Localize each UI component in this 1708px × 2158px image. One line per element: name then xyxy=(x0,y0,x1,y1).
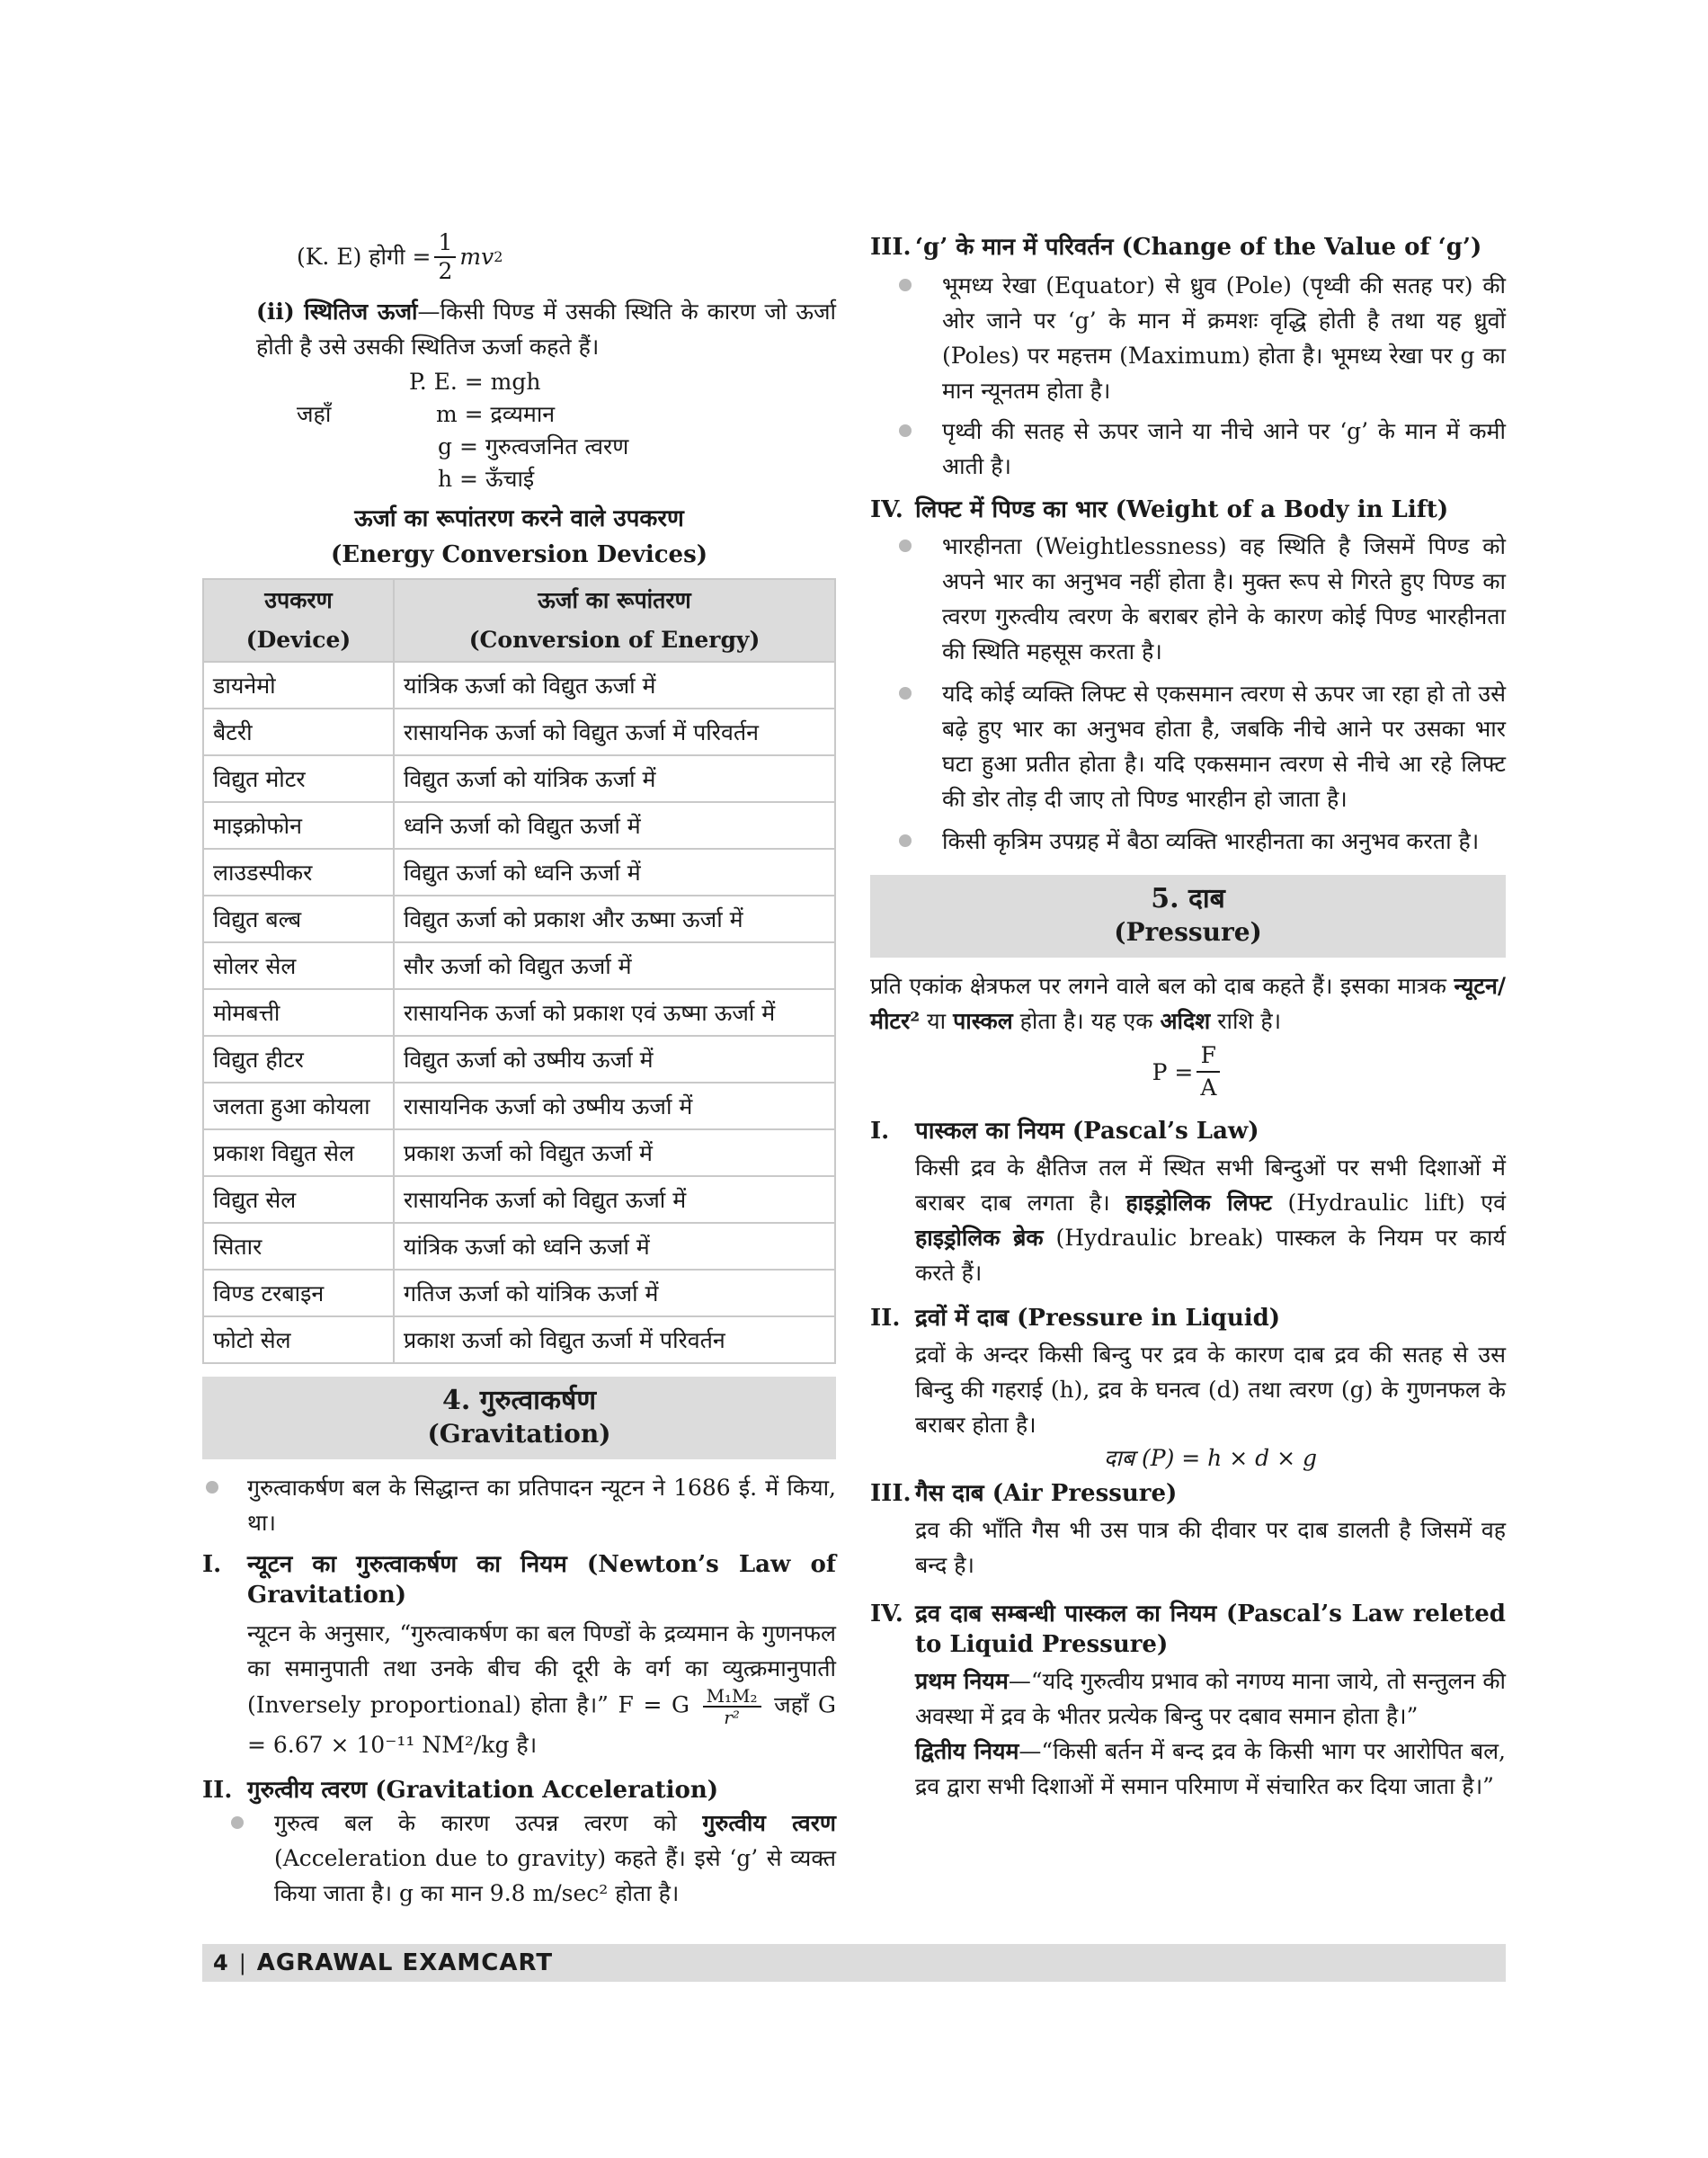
device-cell: विद्युत हीटर xyxy=(203,1036,394,1083)
pascal-text-b: (Hydraulic lift) एवं xyxy=(1287,1190,1507,1216)
device-cell: डायनेमो xyxy=(203,662,394,709)
pascal-law-title: पास्कल का नियम (Pascal’s Law) xyxy=(915,1118,1259,1145)
table-title xyxy=(202,501,836,573)
lift-bullet-3 xyxy=(870,824,1506,859)
gas-pressure-heading xyxy=(870,1478,1506,1509)
conversion-cell: विद्युत ऊर्जा को यांत्रिक ऊर्जा में xyxy=(394,755,835,802)
device-cell: बैटरी xyxy=(203,709,394,755)
th-device-hi: उपकरण xyxy=(264,587,333,613)
newton-law-numeral: I. xyxy=(202,1551,222,1578)
grav-accel-bullet xyxy=(202,1806,836,1911)
gravitation-heading-box xyxy=(202,1377,836,1459)
device-cell: मोमबत्ती xyxy=(203,989,394,1036)
table-row xyxy=(203,896,835,942)
th-device xyxy=(203,579,394,662)
pascal-law-heading xyxy=(870,1116,1506,1146)
conversion-cell: रासायनिक ऊर्जा को विद्युत ऊर्जा में परिवर्तन xyxy=(394,709,835,755)
gas-pressure-text: द्रव की भाँति गैस भी उस पात्र की दीवार पर दाब डालती है जिसमें वह बन्द है। xyxy=(915,1517,1506,1578)
table-row xyxy=(203,755,835,802)
lift-bullet-1-text: भारहीनता (Weightlessness) वह स्थिति है जिसमें पिण्ड को अपने भार का अनुभव नहीं होता है। मुक्त रूप से गिरते हुए पिण्ड का त्वरण गुरुत्वीय त्वरण के बराबर होने के कारण कोई पिण्ड भारहीनता की स्थिति महसूस करता है। xyxy=(942,533,1506,664)
g-change-heading xyxy=(870,232,1506,263)
g-change-bullet-1 xyxy=(870,268,1506,408)
pressure-frac-num: F xyxy=(1196,1040,1220,1073)
table-row xyxy=(203,1223,835,1270)
bullet-dot xyxy=(899,540,912,552)
bullet-dot xyxy=(899,279,912,291)
pressure-title: 5. दाब xyxy=(1151,883,1225,914)
lift-bullet-2 xyxy=(870,676,1506,816)
newton-law-text-b: जहाँ G = 6.67 × 10⁻¹¹ NM²/kg है। xyxy=(247,1691,837,1758)
conversion-cell: रासायनिक ऊर्जा को विद्युत ऊर्जा में xyxy=(394,1176,835,1223)
pressure-fraction xyxy=(1196,1040,1220,1103)
table-row xyxy=(203,942,835,989)
newton-law-text xyxy=(247,1616,836,1762)
newton-law-heading xyxy=(202,1549,836,1610)
liquid-pressure-numeral: II. xyxy=(870,1305,901,1332)
pascal-law-text xyxy=(915,1150,1506,1290)
newton-law-title: न्यूटन का गुरुत्वाकर्षण का नियम (Newton’s Law of Gravitation) xyxy=(247,1551,836,1609)
grav-accel-heading xyxy=(202,1775,836,1806)
pascal-bold-2: हाइड्रोलिक ब्रेक xyxy=(915,1225,1044,1251)
conversion-cell: प्रकाश ऊर्जा को विद्युत ऊर्जा में परिवर्तन xyxy=(394,1316,835,1363)
bullet-dot xyxy=(899,424,912,437)
lift-weight-title: लिफ्ट में पिण्ड का भार (Weight of a Body in Lift) xyxy=(915,496,1449,523)
table-title-hi: ऊर्जा का रूपांतरण करने वाले उपकरण xyxy=(354,505,684,532)
pe-paragraph xyxy=(256,294,836,364)
var-g: g = गुरुत्वजनित त्वरण xyxy=(438,433,629,459)
second-law-body: —“किसी बर्तन में बन्द द्रव के किसी भाग पर आरोपित बल, द्रव द्वारा सभी दिशाओं में समान परिमाण में संचारित कर दिया जाता है।” xyxy=(915,1738,1506,1799)
first-law-body: —“यदि गुरुत्वीय प्रभाव को नगण्य माना जाये, तो सन्तुलन की अवस्था में द्रव के भीतर प्रत्येक बिन्दु पर दबाव समान होता है।” xyxy=(915,1668,1507,1729)
pressure-frac-den: A xyxy=(1200,1075,1217,1101)
device-cell: लाउडस्पीकर xyxy=(203,849,394,896)
bullet-dot xyxy=(206,1481,218,1494)
pressure-text-c: होता है। यह एक xyxy=(1019,1008,1153,1034)
pressure-formula-lhs: P = xyxy=(1152,1058,1194,1085)
pascal-bold-1: हाइड्रोलिक लिफ्ट xyxy=(1125,1190,1272,1216)
pressure-text-b: या xyxy=(927,1008,947,1034)
gravitation-bullet-text: गुरुत्वाकर्षण बल के सिद्धान्त का प्रतिपादन न्यूटन ने 1686 ई. में किया, था। xyxy=(247,1475,836,1536)
pascal-liquid-heading xyxy=(870,1599,1506,1660)
g-change-numeral: III. xyxy=(870,234,912,261)
table-row xyxy=(203,989,835,1036)
gas-pressure-title: गैस दाब (Air Pressure) xyxy=(915,1480,1178,1507)
lift-bullet-2-text: यदि कोई व्यक्ति लिफ्ट से एकसमान त्वरण से ऊपर जा रहा हो तो उसे बढ़े हुए भार का अनुभव होता है, जबकि नीचे आने पर उसका भार घटा हुआ प्रतीत होता है। यदि एकसमान त्वरण से नीचे आ रहे लिफ्ट की डोर तोड़ दी जाए तो पिण्ड भारहीन हो जाता है। xyxy=(942,681,1506,812)
liquid-pressure-formula: दाब (P) = h × d × g xyxy=(1104,1445,1317,1471)
bullet-dot xyxy=(231,1816,244,1829)
ke-num: 1 xyxy=(434,229,456,258)
grav-accel-text-a: गुरुत्व बल के कारण उत्पन्न त्वरण को xyxy=(274,1810,677,1836)
newton-frac-den: r² xyxy=(724,1707,740,1728)
pascal-law-numeral: I. xyxy=(870,1118,890,1145)
where-row xyxy=(202,398,836,431)
table-row xyxy=(203,1036,835,1083)
table-row xyxy=(203,1083,835,1129)
pressure-unit-1: न्यूटन/मीटर² xyxy=(870,973,1506,1034)
conversion-cell: सौर ऊर्जा को विद्युत ऊर्जा में xyxy=(394,942,835,989)
device-cell: माइक्रोफोन xyxy=(203,802,394,849)
pe-text: —किसी पिण्ड में उसकी स्थिति के कारण जो ऊर्जा होती है उसे उसकी स्थितिज ऊर्जा कहते हैं। xyxy=(256,299,836,360)
pascal-liquid-numeral: IV. xyxy=(870,1601,903,1627)
device-cell: प्रकाश विद्युत सेल xyxy=(203,1129,394,1176)
gravitation-subtitle: (Gravitation) xyxy=(427,1419,611,1449)
table-header-row xyxy=(203,579,835,662)
g-change-bullet-2-text: पृथ्वी की सतह से ऊपर जाने या नीचे आने पर ‘g’ के मान में कमी आती है। xyxy=(942,418,1506,479)
table-row xyxy=(203,709,835,755)
pressure-heading-box xyxy=(870,875,1506,958)
pressure-subtitle: (Pressure) xyxy=(1114,917,1262,947)
table-title-en: (Energy Conversion Devices) xyxy=(330,541,708,568)
lift-weight-numeral: IV. xyxy=(870,496,903,523)
conversion-cell: ध्वनि ऊर्जा को विद्युत ऊर्जा में xyxy=(394,802,835,849)
liquid-pressure-text: द्रवों के अन्दर किसी बिन्दु पर द्रव के कारण दाब द्रव की सतह से उस बिन्दु की गहराई (h), द्रव के घनत्व (d) तथा त्वरण (g) के गुणनफल के बराबर होता है। xyxy=(915,1342,1506,1438)
conversion-cell: गतिज ऊर्जा को यांत्रिक ऊर्जा में xyxy=(394,1270,835,1316)
left-column xyxy=(202,229,836,1911)
th-conv-en: (Conversion of Energy) xyxy=(468,627,761,653)
table-row xyxy=(203,849,835,896)
right-column xyxy=(870,232,1506,1804)
liquid-pressure-heading xyxy=(870,1303,1506,1333)
g-change-title: ‘g’ के मान में परिवर्तन (Change of the Value of ‘g’) xyxy=(915,234,1482,261)
pressure-unit-2: पास्कल xyxy=(953,1008,1013,1034)
second-law-label: द्वितीय नियम xyxy=(915,1738,1019,1764)
grav-accel-numeral: II. xyxy=(202,1777,233,1804)
conversion-cell: रासायनिक ऊर्जा को प्रकाश एवं ऊष्मा ऊर्जा में xyxy=(394,989,835,1036)
table-row xyxy=(203,1129,835,1176)
th-conversion xyxy=(394,579,835,662)
ke-den: 2 xyxy=(438,258,453,284)
pascal-text-a: किसी द्रव के क्षैतिज तल में स्थित सभी बिन्दुओं पर सभी दिशाओं में बराबर दाब लगता है। xyxy=(915,1155,1506,1216)
pe-formula-block xyxy=(202,366,836,495)
brand-logo: AGRAWAL EXAMCART xyxy=(256,1949,554,1976)
pressure-scalar: अदिश xyxy=(1160,1008,1211,1034)
lift-bullet-3-text: किसी कृत्रिम उपग्रह में बैठा व्यक्ति भारहीनता का अनुभव करता है। xyxy=(942,828,1480,854)
device-cell: सितार xyxy=(203,1223,394,1270)
page-footer xyxy=(202,1944,1506,1982)
second-law-text xyxy=(915,1734,1506,1804)
pressure-formula xyxy=(870,1040,1506,1103)
energy-conversion-table xyxy=(202,578,836,1364)
device-cell: फोटो सेल xyxy=(203,1316,394,1363)
grav-accel-text-b: (Acceleration due to gravity) कहते हैं। इसे ‘g’ से व्यक्त किया जाता है। g का मान 9.8 m/sec² होता है। xyxy=(274,1845,836,1906)
conversion-cell: विद्युत ऊर्जा को उष्मीय ऊर्जा में xyxy=(394,1036,835,1083)
page-number: 4 xyxy=(213,1950,228,1975)
pascal-liquid-title: द्रव दाब सम्बन्धी पास्कल का नियम (Pascal’s Law releted to Liquid Pressure) xyxy=(915,1601,1506,1658)
table-row xyxy=(203,1176,835,1223)
lift-bullet-1 xyxy=(870,529,1506,669)
var-m: m = द्रव्यमान xyxy=(436,401,556,427)
ke-label: (K. E) होगी = xyxy=(297,244,431,270)
th-conv-hi: ऊर्जा का रूपांतरण xyxy=(538,587,691,613)
liquid-pressure-title: द्रवों में दाब (Pressure in Liquid) xyxy=(915,1305,1281,1332)
table-row xyxy=(203,662,835,709)
grav-accel-title: गुरुत्वीय त्वरण (Gravitation Acceleration) xyxy=(247,1777,719,1804)
pascal-text-c: (Hydraulic break) पास्कल के नियम पर कार्य करते हैं। xyxy=(915,1225,1506,1286)
first-law-label: प्रथम नियम xyxy=(915,1668,1009,1694)
gravitation-bullet xyxy=(202,1470,836,1540)
newton-frac-num: M₁M₂ xyxy=(703,1686,761,1708)
conversion-cell: यांत्रिक ऊर्जा को ध्वनि ऊर्जा में xyxy=(394,1223,835,1270)
th-device-en: (Device) xyxy=(245,627,351,653)
device-cell: विद्युत मोटर xyxy=(203,755,394,802)
ke-fraction xyxy=(434,229,456,285)
newton-law-text-a: न्यूटन के अनुसार, “गुरुत्वाकर्षण का बल पिण्डों के द्रव्यमान के गुणनफल का समानुपाती तथा उनके बीच की दूरी के वर्ग का व्युत्क्रमानुपाती (Inversely proportional) होता है।” F = G xyxy=(247,1620,836,1718)
ke-formula xyxy=(297,229,836,285)
table-row xyxy=(203,1270,835,1316)
gas-pressure-numeral: III. xyxy=(870,1480,912,1507)
pe-formula: P. E. = mgh xyxy=(409,369,541,395)
pressure-definition xyxy=(870,968,1506,1039)
lift-weight-heading xyxy=(870,495,1506,525)
pressure-text-d: राशि है। xyxy=(1217,1008,1282,1034)
device-cell: विद्युत बल्ब xyxy=(203,896,394,942)
g-change-bullet-2 xyxy=(870,414,1506,484)
newton-fraction xyxy=(703,1686,761,1727)
device-cell: विद्युत सेल xyxy=(203,1176,394,1223)
var-h: h = ऊँचाई xyxy=(438,466,535,492)
pe-heading: (ii) स्थितिज ऊर्जा xyxy=(256,299,418,325)
bullet-dot xyxy=(899,834,912,847)
where-label: जहाँ xyxy=(297,401,332,427)
device-cell: सोलर सेल xyxy=(203,942,394,989)
gravitation-title: 4. गुरुत्वाकर्षण xyxy=(441,1385,597,1416)
bullet-dot xyxy=(899,687,912,700)
table-row xyxy=(203,802,835,849)
grav-accel-bold: गुरुत्वीय त्वरण xyxy=(702,1810,836,1836)
first-law-text xyxy=(915,1663,1506,1734)
conversion-cell: रासायनिक ऊर्जा को उष्मीय ऊर्जा में xyxy=(394,1083,835,1129)
ke-tail: mv xyxy=(459,244,494,270)
device-cell: विण्ड टरबाइन xyxy=(203,1270,394,1316)
g-change-bullet-1-text: भूमध्य रेखा (Equator) से ध्रुव (Pole) (पृथ्वी की सतह पर) की ओर जाने पर ‘g’ के मान में क्रमशः वृद्धि होती है तथा यह ध्रुवों (Poles) पर महत्तम (Maximum) होता है। भूमध्य रेखा पर g का मान न्यूनतम होता है। xyxy=(942,272,1506,404)
conversion-cell: प्रकाश ऊर्जा को विद्युत ऊर्जा में xyxy=(394,1129,835,1176)
footer-separator: | xyxy=(238,1950,246,1975)
conversion-cell: विद्युत ऊर्जा को प्रकाश और ऊष्मा ऊर्जा में xyxy=(394,896,835,942)
conversion-cell: यांत्रिक ऊर्जा को विद्युत ऊर्जा में xyxy=(394,662,835,709)
device-cell: जलता हुआ कोयला xyxy=(203,1083,394,1129)
pressure-text-a: प्रति एकांक क्षेत्रफल पर लगने वाले बल को दाब कहते हैं। इसका मात्रक xyxy=(870,973,1446,999)
table-row xyxy=(203,1316,835,1363)
conversion-cell: विद्युत ऊर्जा को ध्वनि ऊर्जा में xyxy=(394,849,835,896)
ke-exp: 2 xyxy=(494,248,503,265)
